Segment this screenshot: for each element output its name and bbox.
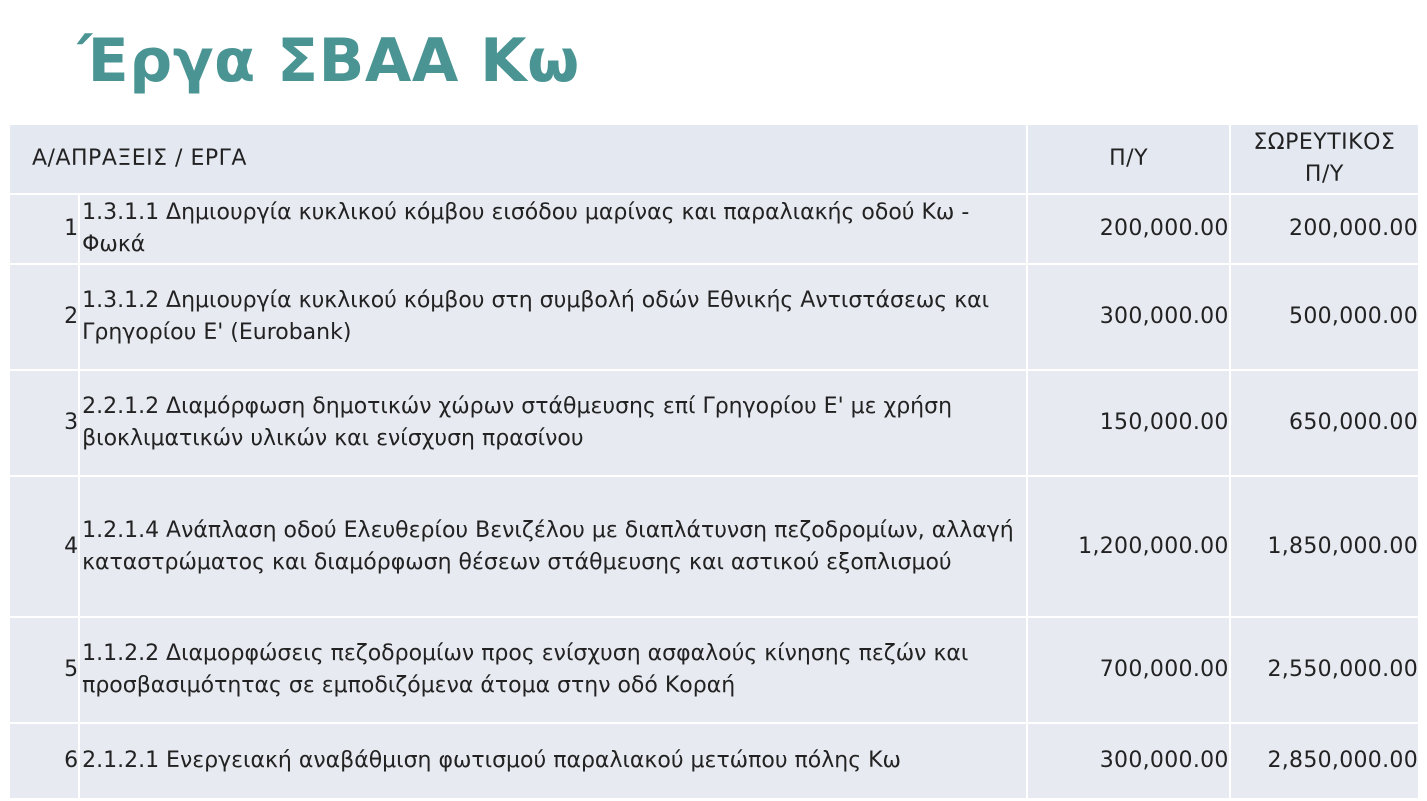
row-name: 1.1.2.2 Διαμορφώσεις πεζοδρομίων προς ενίσχυση ασφαλούς κίνησης πεζών και προσβασιμότητας σε εμποδιζόμενα άτομα στην οδό Κοραή: [79, 617, 1027, 723]
row-cumulative: 200,000.00: [1230, 194, 1419, 264]
table-row: [9, 617, 1419, 723]
row-budget: 700,000.00: [1027, 617, 1229, 723]
header-budget: [1027, 124, 1229, 194]
row-budget: 1,200,000.00: [1027, 476, 1229, 617]
row-name: 1.2.1.4 Ανάπλαση οδού Ελευθερίου Βενιζέλου με διαπλάτυνση πεζοδρομίων, αλλαγή καταστρώματος και διαμόρφωση θέσεων στάθμευσης και αστικού εξοπλισμού: [79, 476, 1027, 617]
row-budget: 150,000.00: [1027, 370, 1229, 476]
row-index: 4: [9, 476, 79, 617]
row-name: 2.1.2.1 Ενεργειακή αναβάθμιση φωτισμού παραλιακού μετώπου πόλης Κω: [79, 723, 1027, 799]
row-cumulative: 2,850,000.00: [1230, 723, 1419, 799]
row-index: 2: [9, 264, 79, 370]
row-name: 1.3.1.1 Δημιουργία κυκλικού κόμβου εισόδου μαρίνας και παραλιακής οδού Κω - Φωκά: [79, 194, 1027, 264]
header-name: ΠΡΑΞΕΙΣ / ΕΡΓΑ: [71, 146, 247, 171]
header-cumulative-line2: Π/Υ: [1304, 162, 1344, 187]
table-row: [9, 370, 1419, 476]
row-cumulative: 500,000.00: [1230, 264, 1419, 370]
table-row: [9, 264, 1419, 370]
row-cumulative: 2,550,000.00: [1230, 617, 1419, 723]
table-row: [9, 476, 1419, 617]
row-index: 6: [9, 723, 79, 799]
header-budget-label: Π/Υ: [1109, 146, 1149, 171]
row-cumulative: 650,000.00: [1230, 370, 1419, 476]
table-header-row: [9, 124, 1419, 194]
projects-table: [8, 123, 1420, 800]
row-index: 3: [9, 370, 79, 476]
page-title: Έργα ΣΒΑΑ Κω: [78, 26, 580, 96]
row-cumulative: 1,850,000.00: [1230, 476, 1419, 617]
table-row: [9, 194, 1419, 264]
row-index: 5: [9, 617, 79, 723]
row-budget: 300,000.00: [1027, 264, 1229, 370]
table-row: [9, 723, 1419, 799]
row-budget: 300,000.00: [1027, 723, 1229, 799]
header-cumulative: [1230, 124, 1419, 194]
header-index: Α/Α: [32, 146, 72, 171]
header-cell-index-name: [9, 124, 1027, 194]
row-budget: 200,000.00: [1027, 194, 1229, 264]
row-name: 2.2.1.2 Διαμόρφωση δημοτικών χώρων στάθμευσης επί Γρηγορίου Ε' με χρήση βιοκλιματικών υλικών και ενίσχυση πρασίνου: [79, 370, 1027, 476]
row-index: 1: [9, 194, 79, 264]
row-name: 1.3.1.2 Δημιουργία κυκλικού κόμβου στη συμβολή οδών Εθνικής Αντιστάσεως και Γρηγορίου Ε' (Eurobank): [79, 264, 1027, 370]
header-cumulative-line1: ΣΩΡΕΥΤΙΚΟΣ: [1253, 130, 1396, 155]
